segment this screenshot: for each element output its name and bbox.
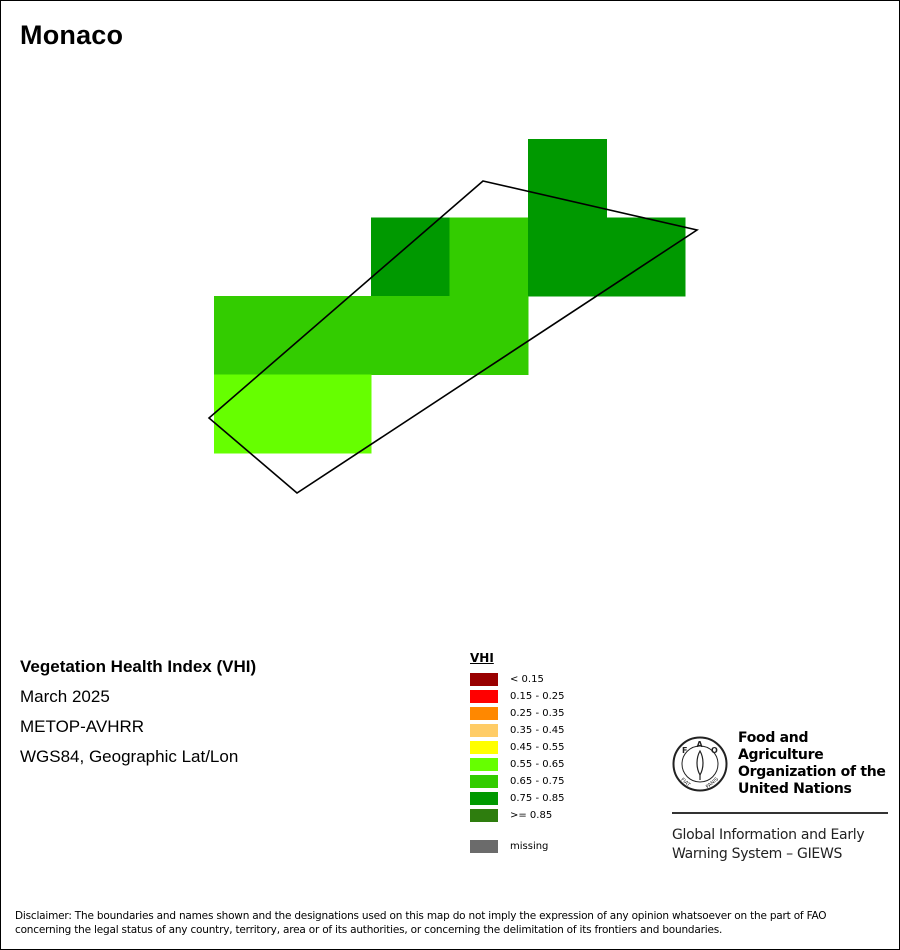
fao-name-line: United Nations [738, 781, 852, 797]
legend-item [470, 807, 565, 824]
vhi-cell [528, 218, 607, 297]
legend-item [470, 671, 565, 688]
legend-swatch [470, 758, 498, 771]
legend-item [470, 756, 565, 773]
fao-branding [672, 730, 888, 864]
legend-item [470, 773, 565, 790]
legend-swatch [470, 673, 498, 686]
legend-label: >= 0.85 [510, 810, 553, 821]
fao-divider [672, 812, 888, 814]
index-name: Vegetation Health Index (VHI) [20, 657, 257, 676]
legend-label: 0.65 - 0.75 [510, 776, 565, 787]
vhi-cell [371, 218, 450, 297]
disclaimer-line: concerning the legal status of any country, territory, area or of its authorities, or concerning the delimitation of its frontiers and boundaries. [15, 924, 723, 936]
legend-item [470, 705, 565, 722]
disclaimer [15, 909, 885, 937]
fao-emblem-motto-2: PANIS [704, 776, 720, 791]
fao-emblem-letter-o: O [711, 746, 718, 755]
legend-item-missing [470, 838, 565, 855]
sensor-name: METOP-AVHRR [20, 717, 145, 736]
legend-item [470, 739, 565, 756]
giews-line: Warning System – GIEWS [672, 846, 843, 862]
legend-label: 0.15 - 0.25 [510, 691, 565, 702]
legend-label: 0.35 - 0.45 [510, 725, 565, 736]
fao-emblem-icon [672, 736, 728, 792]
projection-info: WGS84, Geographic Lat/Lon [20, 747, 239, 766]
legend-swatch [470, 792, 498, 805]
legend-label: 0.75 - 0.85 [510, 793, 565, 804]
vhi-cell [607, 218, 686, 297]
vhi-cell [450, 218, 529, 297]
legend-swatch [470, 840, 498, 853]
legend-swatch [470, 724, 498, 737]
giews-name [672, 826, 888, 864]
fao-emblem-motto-1: FIAT [679, 776, 692, 789]
map-title: Monaco [20, 20, 124, 50]
legend-swatch [470, 741, 498, 754]
map-info [20, 656, 256, 776]
legend-items [470, 671, 565, 824]
map-period: March 2025 [20, 687, 110, 706]
fao-name-line: Food and Agriculture [738, 730, 824, 763]
vhi-cell [450, 296, 529, 375]
legend-swatch [470, 775, 498, 788]
legend-item [470, 722, 565, 739]
giews-line: Global Information and Early [672, 827, 865, 843]
legend-label: 0.45 - 0.55 [510, 742, 565, 753]
fao-emblem-letter-f: F [682, 746, 688, 755]
legend-label: 0.55 - 0.65 [510, 759, 565, 770]
vhi-cell [371, 296, 450, 375]
legend-label: 0.25 - 0.35 [510, 708, 565, 719]
fao-name-line: Organization of the [738, 764, 886, 780]
legend-item [470, 790, 565, 807]
fao-name [738, 730, 888, 798]
legend-swatch [470, 707, 498, 720]
vhi-cell [214, 375, 293, 454]
legend-label: < 0.15 [510, 674, 544, 685]
vhi-cell [293, 375, 372, 454]
disclaimer-line: Disclaimer: The boundaries and names shown and the designations used on this map do not imply the expression of any opinion whatsoever on the part of FAO [15, 910, 827, 922]
vhi-cell [214, 296, 293, 375]
legend-swatch [470, 809, 498, 822]
legend-swatch [470, 690, 498, 703]
legend [470, 651, 565, 855]
legend-label: missing [510, 841, 549, 852]
vhi-raster-layer [214, 139, 686, 454]
legend-item [470, 688, 565, 705]
fao-emblem-letter-a: A [696, 740, 703, 749]
legend-title: VHI [470, 651, 494, 665]
